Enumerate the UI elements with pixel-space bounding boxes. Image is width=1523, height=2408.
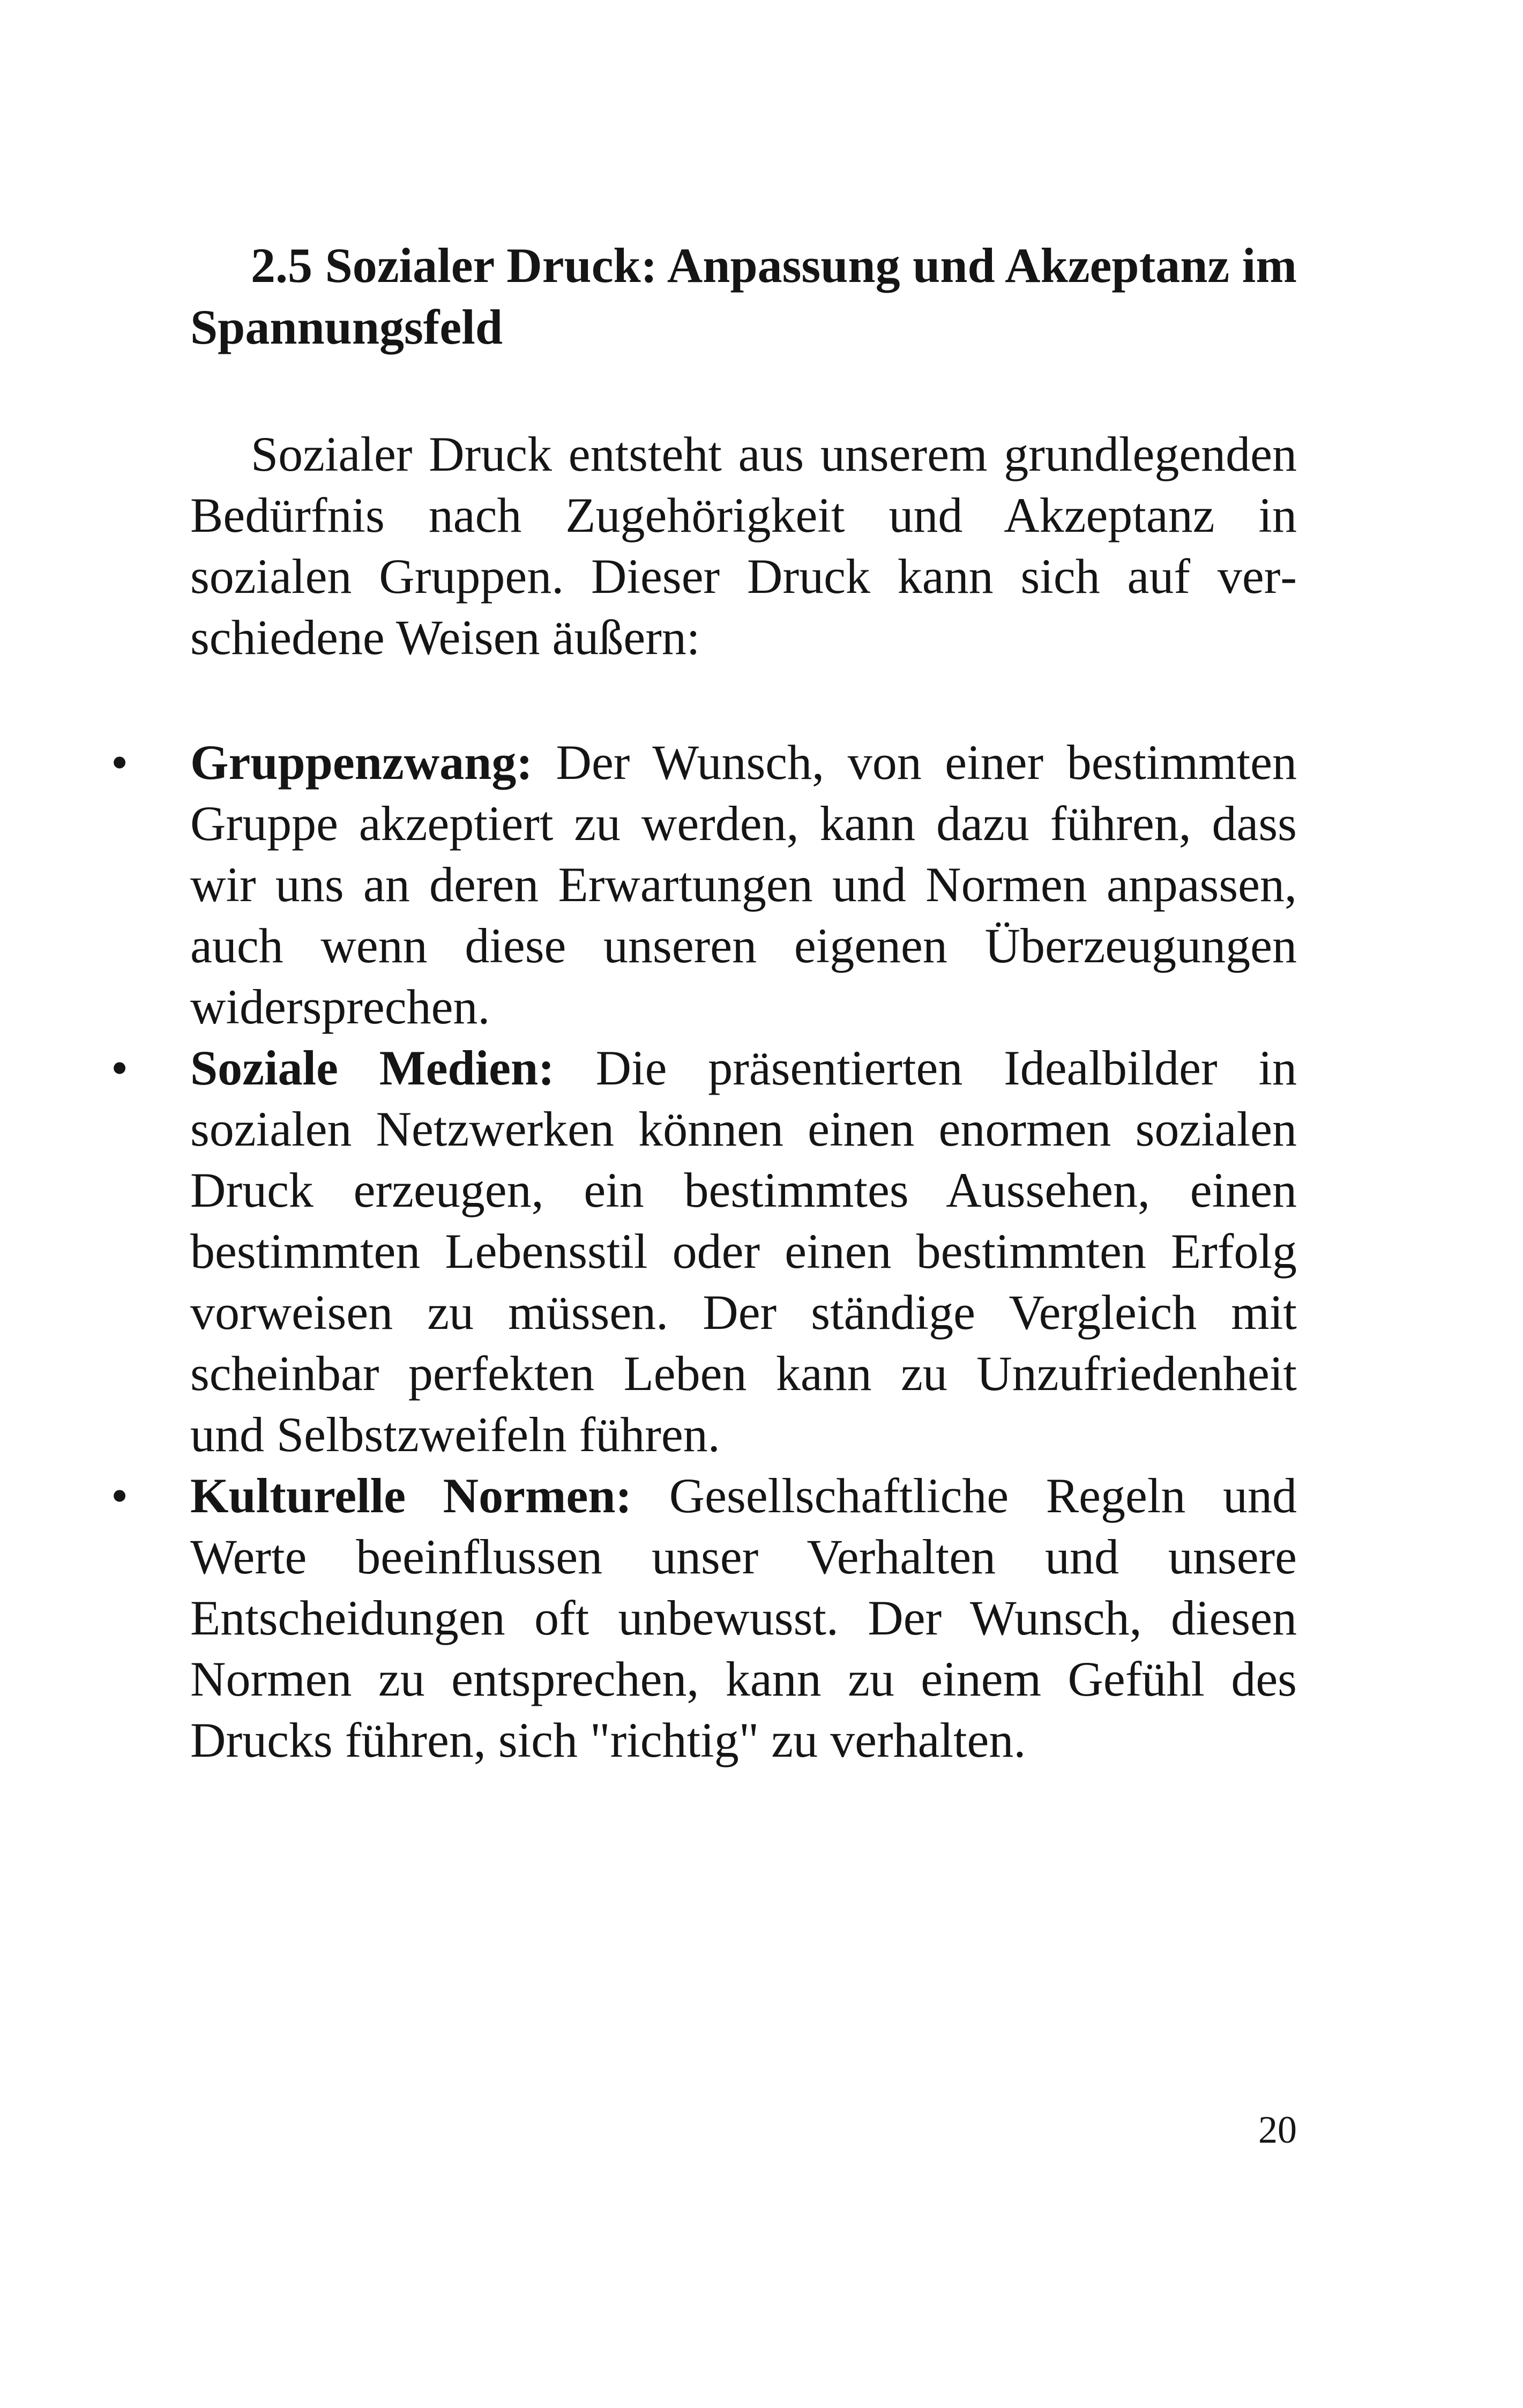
list-item <box>111 1037 1297 1465</box>
bullet-icon: • <box>111 1041 129 1095</box>
list-item <box>111 1465 1297 1771</box>
bullet-text: Die präsentierten Idealbilder in sozialen Netzwerken können einen enormen sozialen Druck erzeugen, ein bestimmtes Aussehen, einen bestimmten Lebensstil oder einen bestimmten Erfolg vorweisen zu müssen. Der ständige Vergleich mit scheinbar perfekten Leben kann zu Unzufriedenheit und Selbstzweifeln führen. <box>190 1041 1297 1462</box>
bullet-term: Gruppenzwang: <box>190 735 533 790</box>
bullet-icon: • <box>111 1468 129 1523</box>
bullet-term: Kulturelle Normen: <box>190 1468 632 1523</box>
bullet-text: Gesellschaftliche Regeln und Werte beeinflussen unser Verhalten und unsere Entscheidungen oft unbewusst. Der Wunsch, diesen Normen zu entsprechen, kann zu einem Gefühl des Drucks führen, sich "richtig" zu verhalten. <box>190 1468 1297 1767</box>
bullet-term: Soziale Medien: <box>190 1041 555 1095</box>
bullet-icon: • <box>111 735 129 790</box>
page-number: 20 <box>1258 2108 1297 2151</box>
list-item <box>111 732 1297 1037</box>
section-heading: 2.5 Sozialer Druck: Anpassung und Akzeptanz im Spannungsfeld <box>190 238 1297 354</box>
bullet-list <box>111 732 1297 1771</box>
intro-paragraph: Sozialer Druck entsteht aus unserem grundlegenden Bedürfnis nach Zugehörigkeit und Akzeptanz in sozialen Gruppen. Dieser Druck kann sich auf verschiedene Weisen äußern: <box>190 427 1297 665</box>
bullet-text: Der Wunsch, von einer bestimmten Gruppe akzeptiert zu werden, kann dazu führen, dass wir uns an deren Erwartungen und Normen anpassen, auch wenn diese unseren eigenen Überzeugungen widersprechen. <box>190 735 1297 1034</box>
